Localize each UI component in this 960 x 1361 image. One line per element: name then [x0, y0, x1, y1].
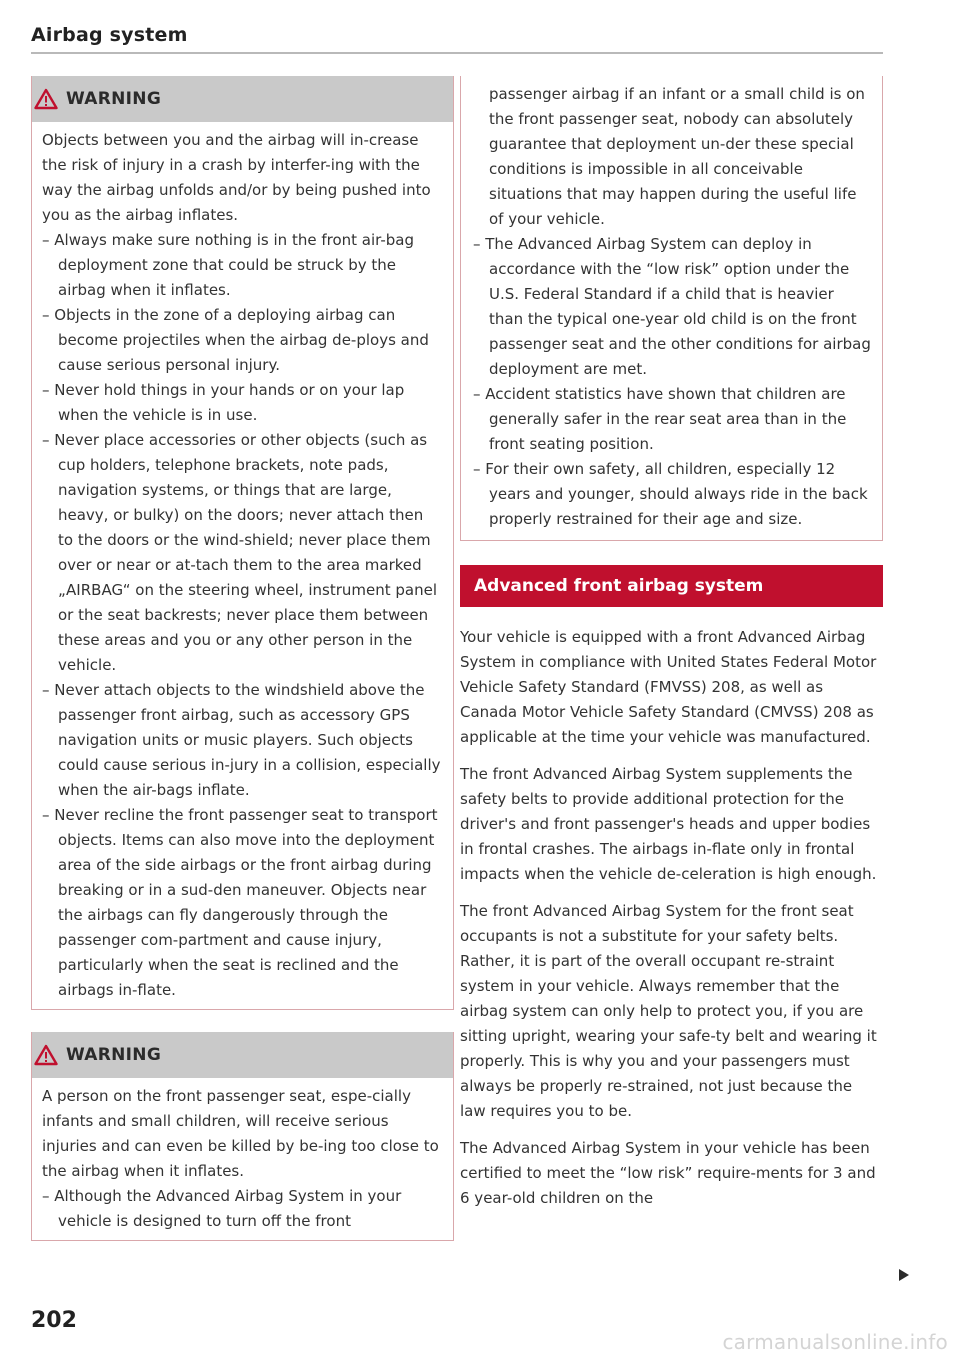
page-header-title: Airbag system: [31, 24, 188, 46]
warning-bullet: – For their own safety, all children, especially 12 years and younger, should always ride in the back properly restrained for their age and size.: [473, 460, 868, 528]
warning-body: [32, 122, 453, 1009]
body-paragraph: The front Advanced Airbag System for the front seat occupants is not a substitute for your safety belts. Rather, it is part of the overall occupant re-straint system in your vehicle. Always remember that the airbag system can only help to protect you, if you are sitting upright, wearing your safe-ty belt and wearing it properly. This is why you and your passengers must always be properly re-strained, not just because the law requires you to be.: [460, 902, 877, 1120]
warning-bullet: – Never place accessories or other objects (such as cup holders, telephone brackets, note pads, navigation systems, or things that are large, heavy, or bulky) on the doors; never attach then to the doors or the wind-shield; never place them over or near or at-tach them to the area marked „AIRBAG“ on the steering wheel, instrument panel or the seat backrests; never place them between these areas and you or any other person in the vehicle.: [42, 431, 437, 674]
warning-box-continued: [460, 76, 883, 541]
warning-label: WARNING: [66, 1045, 162, 1065]
warning-box-passenger: [31, 1032, 454, 1241]
warning-bullet: – The Advanced Airbag System can deploy in accordance with the “low risk” option under the U.S. Federal Standard if a child that is heavier than the typical one-year old child is on the front passenger seat and the other conditions for airbag deployment are met.: [473, 235, 871, 378]
warning-triangle-icon: [34, 88, 58, 110]
warning-triangle-icon: [34, 1044, 58, 1066]
right-column: [460, 76, 883, 1211]
warning-label: WARNING: [66, 89, 162, 109]
warning-bullet: – Always make sure nothing is in the front air-bag deployment zone that could be struck by the airbag when it inflates.: [42, 231, 415, 299]
warning-body: [32, 1078, 453, 1240]
warning-bullet: – Never attach objects to the windshield above the passenger front airbag, such as accessory GPS navigation units or music players. Such objects could cause serious in-jury in a collision, especially when the air-bags inflate.: [42, 681, 441, 799]
body-paragraph: The front Advanced Airbag System supplements the safety belts to provide additional protection for the driver's and front passenger's heads and upper bodies in frontal crashes. The airbags in-flate only in frontal impacts when the vehicle de-celeration is high enough.: [460, 765, 877, 883]
header-divider: [31, 52, 883, 54]
warning-bullet: – Accident statistics have shown that children are generally safer in the rear seat area than in the front seating position.: [473, 385, 847, 453]
continue-arrow-icon: [899, 1269, 909, 1281]
warning-header: [32, 1032, 453, 1078]
warning-bullet: – Objects in the zone of a deploying airbag can become projectiles when the airbag de-ploys and cause serious personal injury.: [42, 306, 429, 374]
watermark: carmanualsonline.info: [722, 1330, 948, 1354]
section-heading: Advanced front airbag system: [460, 565, 883, 607]
warning-bullet: – Never hold things in your hands or on your lap when the vehicle is in use.: [42, 381, 405, 424]
warning-intro: Objects between you and the airbag will in-crease the risk of injury in a crash by interfer-ing with the way the airbag unfolds and/or by being pushed into you as the airbag inflates.: [42, 131, 431, 224]
warning-intro: A person on the front passenger seat, espe-cially infants and small children, will receive serious injuries and can even be killed by be-ing too close to the airbag when it inflates.: [42, 1087, 439, 1180]
body-paragraph: The Advanced Airbag System in your vehicle has been certified to meet the “low risk” require-ments for 3 and 6 year-old children on the: [460, 1139, 876, 1207]
warning-header: [32, 76, 453, 122]
warning-bullet: – Never recline the front passenger seat to transport objects. Items can also move into the deployment area of the side airbags or the front airbag during breaking or in a sud-den maneuver. Objects near the airbags can fly dangerously through the passenger com-partment and cause injury, particularly when the seat is reclined and the airbags in-flate.: [42, 806, 438, 999]
left-column: [31, 76, 454, 1241]
warning-bullet: – Although the Advanced Airbag System in your vehicle is designed to turn off the front: [42, 1187, 402, 1230]
body-paragraph: Your vehicle is equipped with a front Advanced Airbag System in compliance with United States Federal Motor Vehicle Safety Standard (FMVSS) 208, as well as Canada Motor Vehicle Safety Standard (CMVSS) 208 as applicable at the time your vehicle was manufactured.: [460, 628, 877, 746]
warning-box-objects: [31, 76, 454, 1010]
warning-continuation: passenger airbag if an infant or a small child is on the front passenger seat, nobody can absolutely guarantee that deployment un-der these special conditions is impossible in all conceivable situations that may happen during the useful life of your vehicle.: [489, 85, 865, 228]
page-number: 202: [31, 1308, 77, 1333]
